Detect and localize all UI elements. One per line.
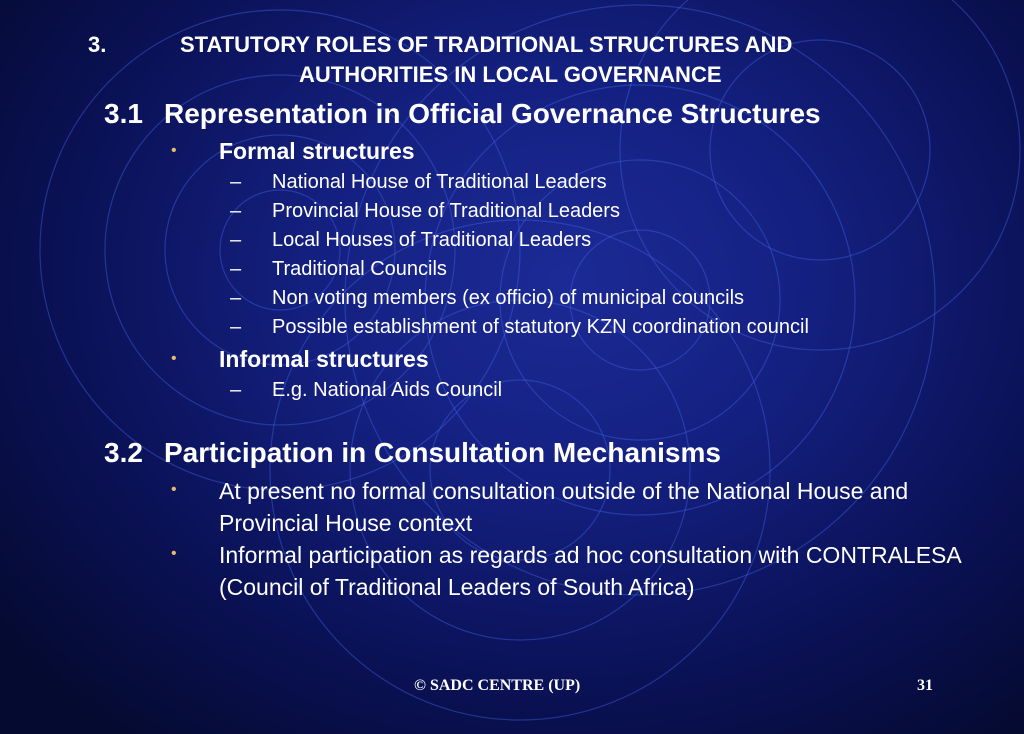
section1-heading: Representation in Official Governance Structures <box>164 98 821 129</box>
dash-icon: – <box>230 258 242 280</box>
slide-title-line2: AUTHORITIES IN LOCAL GOVERNANCE <box>299 62 722 87</box>
formal-item: National House of Traditional Leaders <box>272 171 607 193</box>
section2-bullet-text: Informal participation as regards ad hoc consultation with CONTRALESA (Council of Traditional Leaders of South Africa) <box>219 542 961 600</box>
dash-icon: – <box>230 229 242 251</box>
formal-item: Traditional Councils <box>272 258 447 280</box>
dash-icon: – <box>230 379 242 401</box>
slide-title-number: 3. <box>88 32 107 57</box>
formal-item: Local Houses of Traditional Leaders <box>272 229 592 251</box>
dash-icon: – <box>230 171 242 193</box>
footer-copyright: © SADC CENTRE (UP) <box>414 677 581 694</box>
bullet-icon: • <box>171 350 177 367</box>
dash-icon: – <box>230 200 242 222</box>
informal-structures-label: Informal structures <box>219 346 429 372</box>
formal-item: Non voting members (ex officio) of municipal councils <box>272 287 745 309</box>
bullet-icon: • <box>171 481 177 498</box>
page-number: 31 <box>917 677 933 694</box>
section1-number: 3.1 <box>104 98 143 129</box>
dash-icon: – <box>230 287 242 309</box>
section2-number: 3.2 <box>104 437 143 468</box>
bullet-icon: • <box>171 142 177 159</box>
bullet-icon: • <box>171 545 177 562</box>
informal-item: E.g. National Aids Council <box>272 379 503 401</box>
section2-bullet-text: At present no formal consultation outside of the National House and Provincial House context <box>219 478 909 536</box>
formal-item: Possible establishment of statutory KZN coordination council <box>272 316 809 338</box>
slide-title-line1: STATUTORY ROLES OF TRADITIONAL STRUCTURES AND <box>180 32 793 57</box>
formal-item: Provincial House of Traditional Leaders <box>272 200 620 222</box>
section2-heading: Participation in Consultation Mechanisms <box>164 437 721 468</box>
dash-icon: – <box>230 316 242 338</box>
formal-structures-label: Formal structures <box>219 138 415 164</box>
